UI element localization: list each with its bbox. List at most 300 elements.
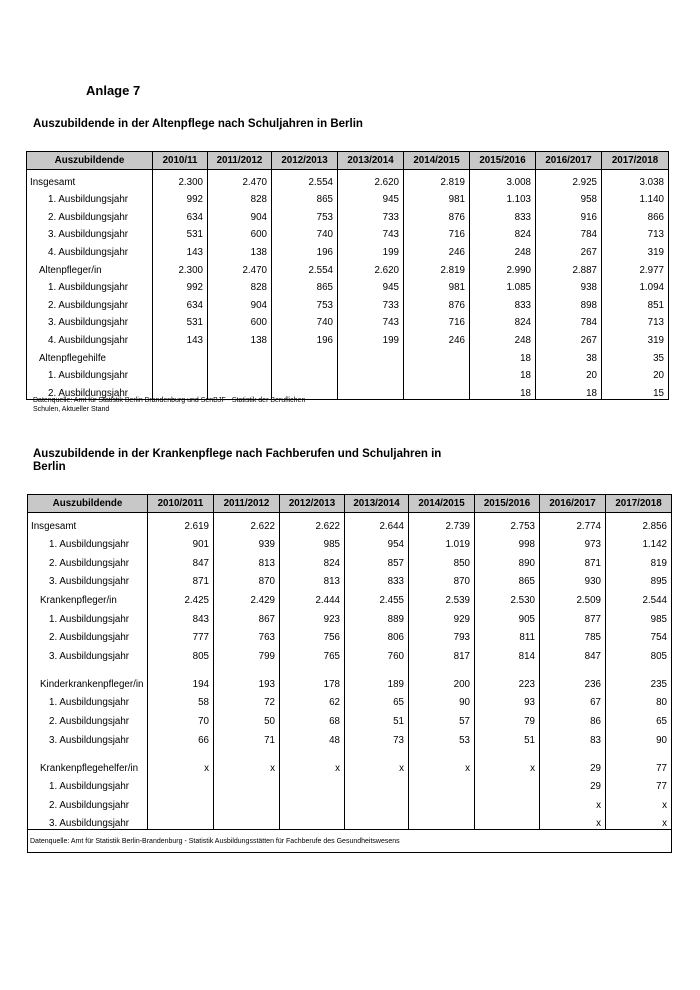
table-row: [27, 205, 669, 223]
value-cell: 1.103: [470, 188, 536, 206]
table1-title: Auszubildende in der Altenpflege nach Schuljahren in Berlin: [33, 118, 363, 130]
value-cell: x: [540, 792, 606, 811]
table-row: [28, 792, 672, 811]
value-cell: 871: [148, 569, 214, 588]
value-cell: 876: [404, 293, 470, 311]
header-cell-year: 2012/2013: [280, 495, 345, 513]
row-label: 1. Ausbildungsjahr: [27, 188, 153, 206]
value-cell: 68: [280, 708, 345, 727]
value-cell: 833: [470, 205, 536, 223]
value-cell: 784: [536, 223, 602, 241]
value-cell: 50: [214, 708, 280, 727]
row-label: 3. Ausbildungsjahr: [28, 811, 148, 830]
table-row: [27, 276, 669, 294]
table-row: [27, 170, 669, 188]
value-cell: 753: [272, 205, 338, 223]
header-cell-year: 2014/2015: [409, 495, 475, 513]
value-cell: 18: [470, 381, 536, 399]
value-cell: 199: [338, 240, 404, 258]
value-cell: 765: [280, 643, 345, 662]
value-cell: 65: [606, 708, 672, 727]
table-row: [28, 550, 672, 569]
value-cell: 600: [208, 223, 272, 241]
row-label: 3. Ausbildungsjahr: [27, 311, 153, 329]
value-cell: 18: [470, 364, 536, 382]
value-cell: 66: [148, 727, 214, 746]
value-cell: 2.977: [602, 258, 669, 276]
value-cell: 981: [404, 276, 470, 294]
value-cell: 18: [536, 381, 602, 399]
value-cell: 267: [536, 328, 602, 346]
table-row: [28, 727, 672, 746]
value-cell: 2.455: [345, 587, 409, 606]
value-cell: 71: [214, 727, 280, 746]
value-cell: 90: [409, 690, 475, 709]
value-cell: x: [345, 746, 409, 774]
value-cell: [409, 811, 475, 830]
value-cell: 86: [540, 708, 606, 727]
value-cell: 15: [602, 381, 669, 399]
row-label: 1. Ausbildungsjahr: [28, 690, 148, 709]
value-cell: 223: [475, 662, 540, 690]
value-cell: 200: [409, 662, 475, 690]
value-cell: 193: [214, 662, 280, 690]
value-cell: 824: [280, 550, 345, 569]
value-cell: 843: [148, 606, 214, 625]
header-cell-year: 2013/2014: [338, 152, 404, 170]
value-cell: 713: [602, 223, 669, 241]
header-cell-year: 2013/2014: [345, 495, 409, 513]
value-cell: 865: [272, 276, 338, 294]
value-cell: 67: [540, 690, 606, 709]
value-cell: 77: [606, 746, 672, 774]
value-cell: [404, 381, 470, 399]
value-cell: 2.620: [338, 258, 404, 276]
value-cell: x: [409, 746, 475, 774]
krankenpflege-table: [27, 494, 672, 853]
value-cell: 2.539: [409, 587, 475, 606]
value-cell: 889: [345, 606, 409, 625]
table-row: [28, 587, 672, 606]
row-label: Krankenpfleger/in: [28, 587, 148, 606]
value-cell: 877: [540, 606, 606, 625]
value-cell: 48: [280, 727, 345, 746]
value-cell: 2.619: [148, 513, 214, 532]
value-cell: 1.140: [602, 188, 669, 206]
value-cell: 733: [338, 293, 404, 311]
value-cell: x: [214, 746, 280, 774]
header-cell-year: 2011/2012: [208, 152, 272, 170]
row-label: 2. Ausbildungsjahr: [27, 381, 153, 399]
value-cell: 898: [536, 293, 602, 311]
value-cell: 740: [272, 311, 338, 329]
value-cell: 753: [272, 293, 338, 311]
value-cell: 938: [536, 276, 602, 294]
value-cell: 866: [602, 205, 669, 223]
value-cell: 83: [540, 727, 606, 746]
value-cell: 2.753: [475, 513, 540, 532]
table-row: [28, 606, 672, 625]
value-cell: 945: [338, 188, 404, 206]
header-cell-year: 2015/2016: [475, 495, 540, 513]
value-cell: 793: [409, 625, 475, 644]
value-cell: [214, 792, 280, 811]
value-cell: 2.444: [280, 587, 345, 606]
value-cell: [148, 811, 214, 830]
value-cell: 3.038: [602, 170, 669, 188]
table-row: [28, 625, 672, 644]
table-row: [28, 532, 672, 551]
value-cell: [404, 346, 470, 364]
value-cell: 716: [404, 311, 470, 329]
value-cell: 939: [214, 532, 280, 551]
value-cell: 945: [338, 276, 404, 294]
value-cell: 267: [536, 240, 602, 258]
value-cell: 905: [475, 606, 540, 625]
value-cell: 895: [606, 569, 672, 588]
table-row: [27, 293, 669, 311]
value-cell: 2.644: [345, 513, 409, 532]
value-cell: 2.622: [280, 513, 345, 532]
value-cell: [148, 792, 214, 811]
value-cell: 985: [280, 532, 345, 551]
value-cell: 851: [602, 293, 669, 311]
table-row: [28, 746, 672, 774]
value-cell: 756: [280, 625, 345, 644]
value-cell: 819: [606, 550, 672, 569]
header-cell-year: 2015/2016: [470, 152, 536, 170]
value-cell: 2.620: [338, 170, 404, 188]
row-label: 2. Ausbildungsjahr: [27, 205, 153, 223]
value-cell: 954: [345, 532, 409, 551]
value-cell: 143: [153, 328, 208, 346]
table-row: [27, 258, 669, 276]
table-row: [28, 513, 672, 532]
value-cell: 930: [540, 569, 606, 588]
row-label: Insgesamt: [27, 170, 153, 188]
row-label: Kinderkrankenpfleger/in: [28, 662, 148, 690]
table-row: [28, 708, 672, 727]
value-cell: 199: [338, 328, 404, 346]
value-cell: 763: [214, 625, 280, 644]
value-cell: 754: [606, 625, 672, 644]
value-cell: [345, 774, 409, 793]
value-cell: [345, 811, 409, 830]
value-cell: 73: [345, 727, 409, 746]
value-cell: 20: [536, 364, 602, 382]
header-cell-year: 2016/2017: [540, 495, 606, 513]
value-cell: [148, 774, 214, 793]
value-cell: 876: [404, 205, 470, 223]
table-row: [27, 346, 669, 364]
value-cell: 811: [475, 625, 540, 644]
value-cell: [280, 811, 345, 830]
value-cell: 740: [272, 223, 338, 241]
value-cell: [475, 792, 540, 811]
row-label: 1. Ausbildungsjahr: [27, 364, 153, 382]
value-cell: 2.887: [536, 258, 602, 276]
altenpflege-table: [26, 151, 669, 400]
value-cell: 58: [148, 690, 214, 709]
value-cell: 733: [338, 205, 404, 223]
row-label: Altenpfleger/in: [27, 258, 153, 276]
value-cell: 865: [475, 569, 540, 588]
row-label: 3. Ausbildungsjahr: [28, 569, 148, 588]
value-cell: 814: [475, 643, 540, 662]
value-cell: 138: [208, 240, 272, 258]
value-cell: 2.622: [214, 513, 280, 532]
row-label: 1. Ausbildungsjahr: [27, 276, 153, 294]
value-cell: 2.925: [536, 170, 602, 188]
value-cell: 2.509: [540, 587, 606, 606]
value-cell: 1.142: [606, 532, 672, 551]
value-cell: 246: [404, 240, 470, 258]
value-cell: 806: [345, 625, 409, 644]
value-cell: 716: [404, 223, 470, 241]
value-cell: [338, 346, 404, 364]
value-cell: 235: [606, 662, 672, 690]
value-cell: 2.544: [606, 587, 672, 606]
value-cell: 20: [602, 364, 669, 382]
table-row: [27, 188, 669, 206]
value-cell: 850: [409, 550, 475, 569]
row-label: 4. Ausbildungsjahr: [27, 328, 153, 346]
value-cell: 871: [540, 550, 606, 569]
table2-source-note: Datenquelle: Amt für Statistik Berlin-Brandenburg - Statistik Ausbildungsstätten für Fachberufe des Gesundheitswesens: [28, 830, 672, 853]
value-cell: 904: [208, 205, 272, 223]
value-cell: 743: [338, 311, 404, 329]
value-cell: 38: [536, 346, 602, 364]
value-cell: 236: [540, 662, 606, 690]
value-cell: 2.470: [208, 258, 272, 276]
value-cell: x: [475, 746, 540, 774]
value-cell: 833: [470, 293, 536, 311]
row-label: 3. Ausbildungsjahr: [28, 643, 148, 662]
value-cell: 998: [475, 532, 540, 551]
header-cell-year: 2010/2011: [148, 495, 214, 513]
value-cell: 18: [470, 346, 536, 364]
value-cell: 760: [345, 643, 409, 662]
value-cell: [475, 774, 540, 793]
value-cell: 985: [606, 606, 672, 625]
value-cell: 531: [153, 311, 208, 329]
row-label: 2. Ausbildungsjahr: [28, 625, 148, 644]
value-cell: 799: [214, 643, 280, 662]
table-row: [28, 811, 672, 830]
value-cell: 2.300: [153, 258, 208, 276]
value-cell: 805: [148, 643, 214, 662]
value-cell: [280, 792, 345, 811]
value-cell: 531: [153, 223, 208, 241]
row-label: 1. Ausbildungsjahr: [28, 532, 148, 551]
header-cell-year: 2016/2017: [536, 152, 602, 170]
table2-source-row: [28, 830, 672, 853]
value-cell: 743: [338, 223, 404, 241]
value-cell: 194: [148, 662, 214, 690]
table-row: [28, 643, 672, 662]
value-cell: 634: [153, 205, 208, 223]
value-cell: 248: [470, 328, 536, 346]
value-cell: [208, 364, 272, 382]
value-cell: [208, 346, 272, 364]
value-cell: [214, 811, 280, 830]
value-cell: 824: [470, 223, 536, 241]
value-cell: 72: [214, 690, 280, 709]
table-row: [27, 328, 669, 346]
table-row: [27, 240, 669, 258]
row-label: 3. Ausbildungsjahr: [27, 223, 153, 241]
value-cell: 1.019: [409, 532, 475, 551]
value-cell: 29: [540, 774, 606, 793]
value-cell: [272, 364, 338, 382]
value-cell: 870: [409, 569, 475, 588]
header-cell-auszubildende: Auszubildende: [28, 495, 148, 513]
value-cell: 865: [272, 188, 338, 206]
row-label: Altenpflegehilfe: [27, 346, 153, 364]
value-cell: 813: [214, 550, 280, 569]
row-label: 3. Ausbildungsjahr: [28, 727, 148, 746]
value-cell: 2.300: [153, 170, 208, 188]
value-cell: 847: [148, 550, 214, 569]
row-label: 2. Ausbildungsjahr: [28, 708, 148, 727]
value-cell: [345, 792, 409, 811]
value-cell: [272, 346, 338, 364]
value-cell: 916: [536, 205, 602, 223]
table1-source-note: Datenquelle: Amt für Statistik Berlin Brandenburg und SenBJF - Statistik der Beruflichen Schulen, Aktueller Stand: [33, 397, 306, 413]
value-cell: 2.554: [272, 258, 338, 276]
value-cell: 70: [148, 708, 214, 727]
value-cell: 713: [602, 311, 669, 329]
value-cell: 138: [208, 328, 272, 346]
page-heading: Anlage 7: [86, 83, 141, 98]
value-cell: 828: [208, 188, 272, 206]
value-cell: 784: [536, 311, 602, 329]
value-cell: 973: [540, 532, 606, 551]
value-cell: 785: [540, 625, 606, 644]
table-row: [28, 690, 672, 709]
value-cell: 143: [153, 240, 208, 258]
row-label: Insgesamt: [28, 513, 148, 532]
header-cell-year: 2012/2013: [272, 152, 338, 170]
value-cell: x: [540, 811, 606, 830]
value-cell: 35: [602, 346, 669, 364]
header-cell-year: 2010/11: [153, 152, 208, 170]
value-cell: 57: [409, 708, 475, 727]
value-cell: 189: [345, 662, 409, 690]
value-cell: 2.856: [606, 513, 672, 532]
value-cell: 870: [214, 569, 280, 588]
value-cell: 634: [153, 293, 208, 311]
table-row: [27, 223, 669, 241]
value-cell: 904: [208, 293, 272, 311]
value-cell: 1.085: [470, 276, 536, 294]
value-cell: 62: [280, 690, 345, 709]
value-cell: [404, 364, 470, 382]
value-cell: [409, 774, 475, 793]
value-cell: x: [280, 746, 345, 774]
value-cell: [214, 774, 280, 793]
table-row: [27, 311, 669, 329]
value-cell: 2.554: [272, 170, 338, 188]
table2-title: Auszubildende in der Krankenpflege nach Fachberufen und Schuljahren in Berlin: [33, 448, 442, 473]
value-cell: [280, 774, 345, 793]
header-cell-year: 2017/2018: [606, 495, 672, 513]
value-cell: 777: [148, 625, 214, 644]
value-cell: 79: [475, 708, 540, 727]
row-label: 1. Ausbildungsjahr: [28, 606, 148, 625]
value-cell: 2.990: [470, 258, 536, 276]
value-cell: 93: [475, 690, 540, 709]
value-cell: 2.819: [404, 170, 470, 188]
value-cell: 992: [153, 276, 208, 294]
value-cell: 196: [272, 328, 338, 346]
value-cell: 813: [280, 569, 345, 588]
value-cell: 51: [475, 727, 540, 746]
value-cell: [338, 364, 404, 382]
row-label: 2. Ausbildungsjahr: [28, 550, 148, 569]
header-cell-year: 2017/2018: [602, 152, 669, 170]
value-cell: 51: [345, 708, 409, 727]
table-row: [28, 569, 672, 588]
value-cell: x: [606, 811, 672, 830]
table-row: [28, 774, 672, 793]
value-cell: 600: [208, 311, 272, 329]
value-cell: 929: [409, 606, 475, 625]
value-cell: 2.739: [409, 513, 475, 532]
value-cell: 319: [602, 328, 669, 346]
value-cell: 824: [470, 311, 536, 329]
value-cell: 29: [540, 746, 606, 774]
table-row: [27, 364, 669, 382]
row-label: 2. Ausbildungsjahr: [28, 792, 148, 811]
value-cell: 248: [470, 240, 536, 258]
value-cell: [153, 346, 208, 364]
value-cell: x: [148, 746, 214, 774]
value-cell: 178: [280, 662, 345, 690]
row-label: Krankenpflegehelfer/in: [28, 746, 148, 774]
value-cell: [153, 364, 208, 382]
value-cell: 90: [606, 727, 672, 746]
value-cell: 65: [345, 690, 409, 709]
value-cell: 319: [602, 240, 669, 258]
value-cell: 2.819: [404, 258, 470, 276]
value-cell: x: [606, 792, 672, 811]
value-cell: 2.425: [148, 587, 214, 606]
value-cell: 3.008: [470, 170, 536, 188]
value-cell: 958: [536, 188, 602, 206]
value-cell: [475, 811, 540, 830]
table-row: [28, 662, 672, 690]
row-label: 1. Ausbildungsjahr: [28, 774, 148, 793]
header-cell-year: 2011/2012: [214, 495, 280, 513]
value-cell: 77: [606, 774, 672, 793]
value-cell: [409, 792, 475, 811]
value-cell: 833: [345, 569, 409, 588]
value-cell: 53: [409, 727, 475, 746]
value-cell: 2.774: [540, 513, 606, 532]
value-cell: 857: [345, 550, 409, 569]
value-cell: 923: [280, 606, 345, 625]
value-cell: 2.470: [208, 170, 272, 188]
value-cell: 80: [606, 690, 672, 709]
value-cell: 2.429: [214, 587, 280, 606]
value-cell: 867: [214, 606, 280, 625]
value-cell: 805: [606, 643, 672, 662]
value-cell: 981: [404, 188, 470, 206]
row-label: 4. Ausbildungsjahr: [27, 240, 153, 258]
header-cell-year: 2014/2015: [404, 152, 470, 170]
value-cell: 1.094: [602, 276, 669, 294]
